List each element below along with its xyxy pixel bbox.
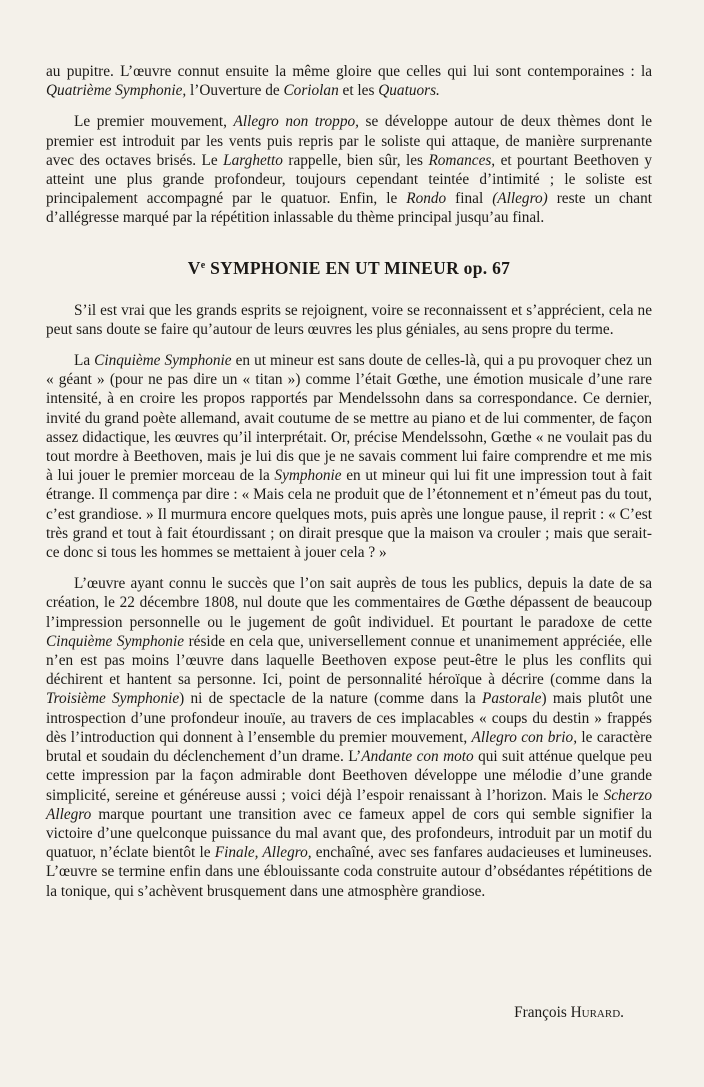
paragraph-1: au pupitre. L’œuvre connut ensuite la même gloire que celles qui lui sont contemporaines : la Quatrième Symphonie, l’Ouverture de Coriolan et les Quatuors. [46,63,652,100]
paragraph-3: S’il est vrai que les grands esprits se rejoignent, voire se reconnaissent et s’apprécient, cela ne peut sans doute se faire qu’autour de leurs œuvres les plus géniales, au sens propre du terme. [46,301,652,338]
paragraph-4: La Cinquième Symphonie en ut mineur est sans doute de celles-là, qui a pu provoquer chez un « géant » (pour ne pas dire un « titan ») comme l’était Gœthe, une émotion musicale d’une rare intensité, à en croire les propos rapportés par Mendelssohn dans sa correspondance. Ce dernier, invité du grand poète allemand, avait coutume de se mettre au piano et de lui commenter, de façon assez didactique, les œuvres qu’il interprétait. Or, précise Mendelssohn, Gœthe « ne voulait pas du tout mordre à Beethoven, mais je lui dis que je ne savais comment lui faire comprendre et me mis à lui jouer le premier morceau de la Symphonie en ut mineur qui lui fit une impression tout à fait étrange. Il commença par dire : « Mais cela ne produit que de l’étonnement et n’émeut pas du tout, c’est grandiose. » Il murmura encore quelques mots, puis après une longue pause, il reprit : « C’est très grand et tout à fait étourdissant ; on dirait presque que la maison va crouler ; mais que serait-ce donc si tous les hommes se mettaient à jouer cela ? » [46,352,652,562]
author-signature: François Hurard. [514,1004,624,1021]
paragraph-2: Le premier mouvement, Allegro non troppo, se développe autour de deux thèmes dont le premier est introduit par les vents puis repris par le soliste qui attaque, de manière surprenante avec des octaves brisés. Le Larghetto rappelle, bien sûr, les Romances, et pourtant Beethoven y atteint une plus grande profondeur, toujours cependant teintée d’intimité ; le soliste est principalement accompagné par le quatuor. Enfin, le Rondo final (Allegro) reste un chant d’allégresse marqué par la répétition inlassable du thème principal jusqu’au final. [46,113,653,227]
document-page [46,62,652,901]
paragraph-5: L’œuvre ayant connu le succès que l’on sait auprès de tous les publics, depuis la date de sa création, le 22 décembre 1808, nul doute que les commentaires de Gœthe dépassent de beaucoup l’impression personnelle ou le jugement de goût individuel. Et pourtant le paradoxe de cette Cinquième Symphonie réside en cela que, universellement connue et unanimement appréciée, elle n’en est pas moins l’œuvre dans laquelle Beethoven expose peut-être le plus les conflits qui déchirent et hantent sa personne. Ici, point de personnalité héroïque à décrire (comme dans la Troisième Symphonie) ni de spectacle de la nature (comme dans la Pastorale) mais plutôt une introspection d’une profondeur inouïe, au travers de ces implacables « coups du destin » frappés dès l’introduction qui donnent à l’ensemble du premier mouvement, Allegro con brio, le caractère brutal et soudain du déclenchement d’un drame. L’Andante con moto qui suit atténue quelque peu cette impression par la façon admirable dont Beethoven développe une mélodie d’une grande simplicité, sereine et généreuse aussi ; voici déjà l’espoir renaissant à l’horizon. Mais le Scherzo Allegro marque pourtant une transition avec ce fameux appel de cors qui semble signifier la victoire d’une quelconque puissance du mal avant que, des profondeurs, introduit par un motif du quatuor, n’éclate bientôt le Finale, Allegro, enchaîné, avec ses fanfares audacieuses et lumineuses. L’œuvre se termine enfin dans une éblouissante coda construite autour d’obsédantes répétitions de la tonique, qui s’achèvent brusquement dans une atmosphère grandiose. [46,575,652,900]
section-heading: Ve SYMPHONIE EN UT MINEUR op. 67 [187,257,511,278]
